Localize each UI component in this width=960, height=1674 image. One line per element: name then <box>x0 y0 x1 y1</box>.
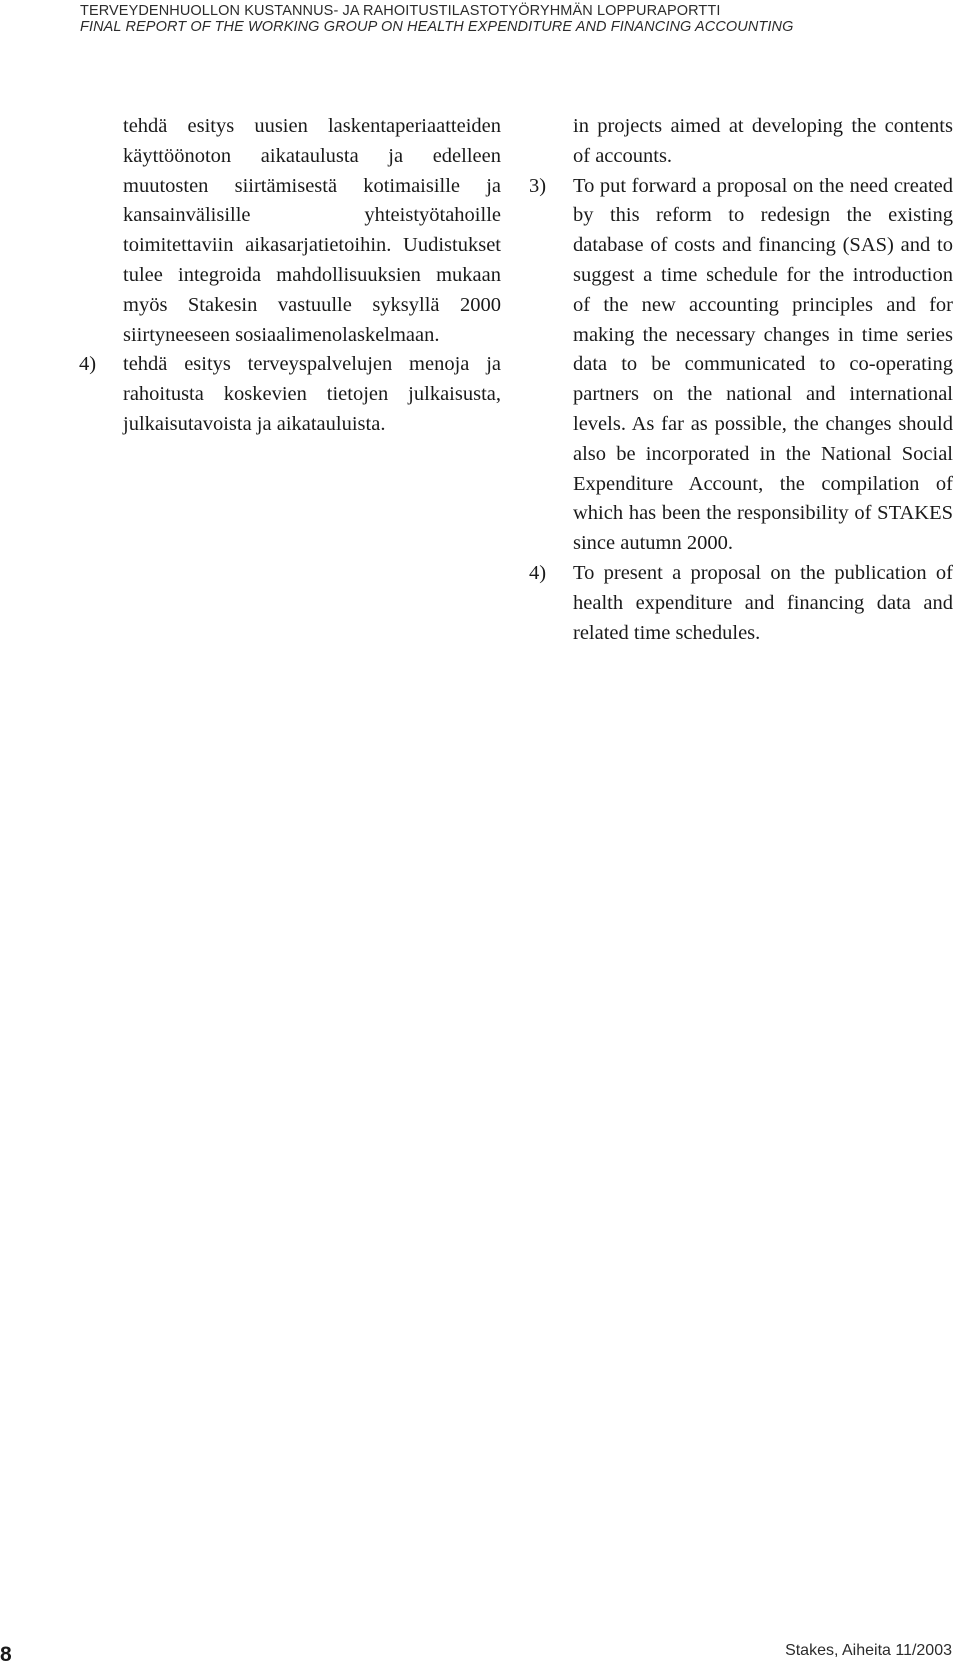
list-item-text: To present a proposal on the publication of health expenditure and financing data and related time schedules. <box>573 561 953 644</box>
list-item <box>529 559 953 648</box>
right-column <box>529 112 953 648</box>
list-item-text: To put forward a proposal on the need created by this reform to redesign the existing database of costs and financing (SAS) and to suggest a time schedule for the introduction of the new accounting principles and for making the necessary changes in time series data to be communicated to co-operating partners on the national and international levels. As far as possible, the changes should also be incorporated in the National Social Expenditure Account, the compilation of which has been the responsibility of STAKES since autumn 2000. <box>573 174 953 555</box>
right-continuation-paragraph: in projects aimed at developing the contents of accounts. <box>573 115 953 167</box>
page-number: 8 <box>0 1643 12 1666</box>
header-title-finnish: TERVEYDENHUOLLON KUSTANNUS- JA RAHOITUSTILASTOTYÖRYHMÄN LOPPURAPORTTI <box>80 3 721 19</box>
list-item-text: tehdä esitys terveyspalvelujen menoja ja rahoitusta koskevien tietojen julkaisusta, julkaisutavoista ja aikatauluista. <box>123 353 501 435</box>
list-item <box>529 172 953 559</box>
list-item-number: 4) <box>529 561 547 584</box>
left-continuation-paragraph: tehdä esitys uusien laskentaperiaatteiden käyttöönoton aikataulusta ja edelleen muutosten siirtämisestä kotimaisille ja kansainvälisille yhteistyötahoille toimitettaviin aikasarjatietoihin. Uudistukset tulee integroida mahdollisuuksien mukaan myös Stakesin vastuulle syksyllä 2000 siirtyneeseen sosiaalimenolaskelmaan. <box>123 115 501 346</box>
running-header <box>80 3 793 35</box>
header-title-english: FINAL REPORT OF THE WORKING GROUP ON HEALTH EXPENDITURE AND FINANCING ACCOUNTING <box>80 19 794 35</box>
list-item-number: 3) <box>529 174 547 197</box>
left-column <box>79 112 501 440</box>
list-item <box>79 350 501 439</box>
list-item-number: 4) <box>79 353 97 376</box>
publication-info: Stakes, Aiheita 11/2003 <box>785 1642 952 1659</box>
